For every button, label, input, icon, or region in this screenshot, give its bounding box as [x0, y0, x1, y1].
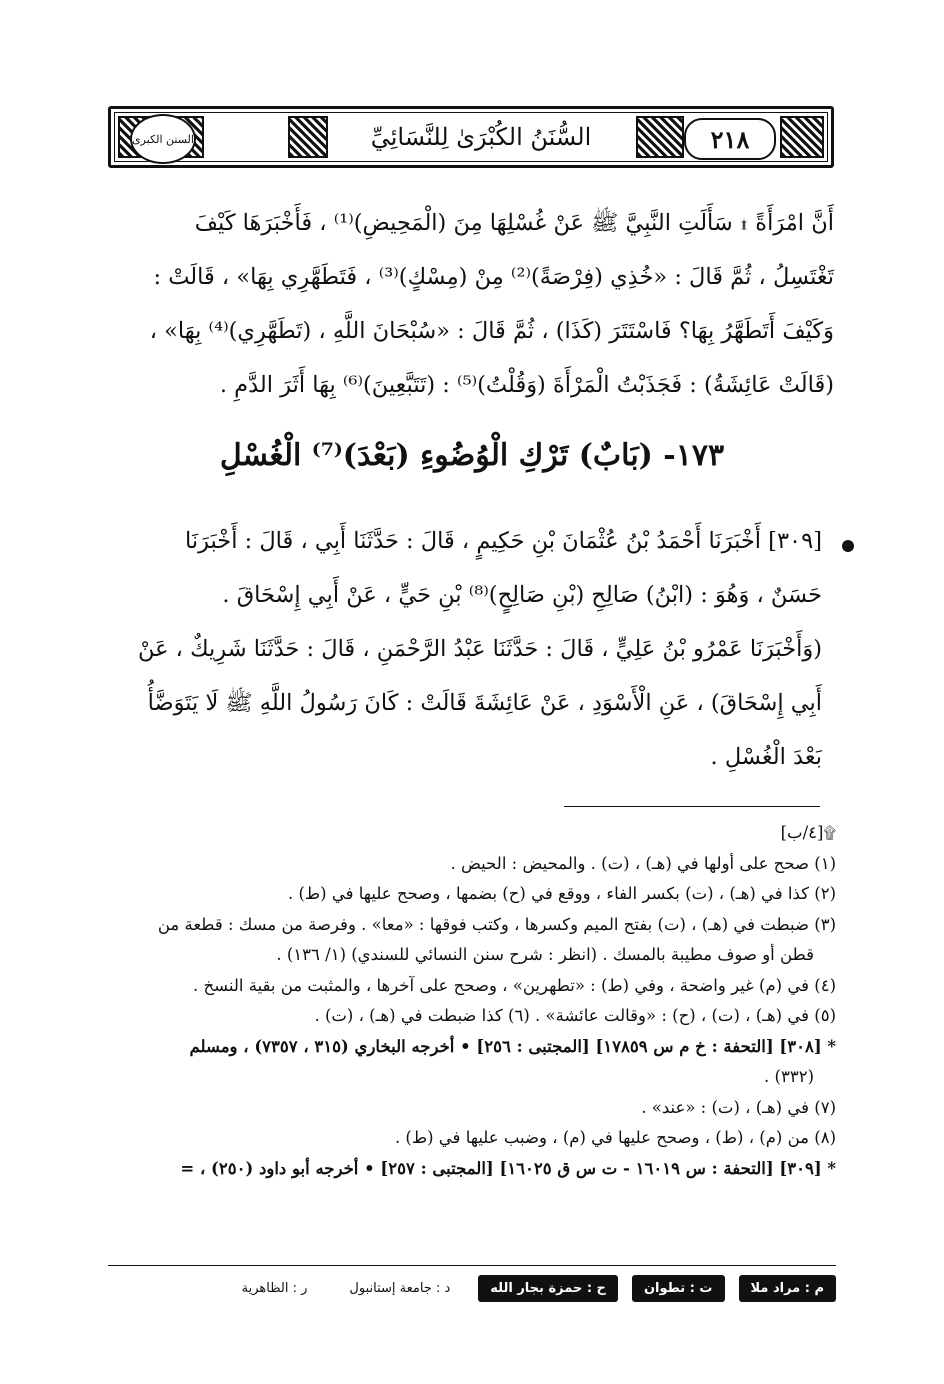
header-ornament-right-inner — [636, 116, 684, 158]
manuscript-badge: ح : حمزة بجار الله — [478, 1275, 618, 1302]
manuscript-key-footer — [108, 1270, 836, 1306]
text-line: [٣٠٩] أَخْبَرَنَا أَحْمَدُ بْنُ عُثْمَانَ بْنِ حَكِيمٍ ، قَالَ : حَدَّثَنَا أَبِي ، قَالَ : أَخْبَرَنَا — [184, 528, 822, 554]
text-line: بَعْدَ الْغُسْلِ . — [710, 744, 822, 770]
footer-separator — [108, 1265, 836, 1266]
footnote-line: ۩[٤/ب] — [780, 823, 836, 842]
paragraph-hadith-308 — [110, 196, 834, 412]
header-medallion: السنن الكبرى — [130, 114, 196, 164]
text-line: (وَأَخْبَرَنَا عَمْرُو بْنُ عَلِيٍّ ، قَالَ : حَدَّثَنَا عَبْدُ الرَّحْمَنِ ، قَالَ : حَدَّثَنَا شَرِيكٌ ، عَنْ — [137, 636, 822, 662]
footnote-takhrij: * [٣٠٨] [التحفة : خ م س ١٧٨٥٩] [المجتبى : ٢٥٦] • أخرجه البخاري (٣١٥ ، ٧٣٥٧) ، ومسلم — [189, 1036, 836, 1056]
text-line: حَسَنٌ ، وَهُوَ : (ابْنُ) صَالِحِ (بْنِ صَالِحٍ)⁽⁸⁾ بْنِ حَيٍّ ، عَنْ أَبِي إِسْحَاقَ . — [222, 582, 822, 608]
footnote-line: (٨) من (م) ، (ط) ، وصحح عليها في (م) ، وضبب عليها في (ط) . — [394, 1128, 836, 1147]
paragraph-hadith-309 — [110, 514, 822, 784]
manuscript-label: د : جامعة إستانبول — [349, 1280, 451, 1296]
footnote-line: (٧) في (هـ) ، (ت) : «عند» . — [641, 1097, 836, 1117]
bullet-marker — [842, 540, 854, 552]
chapter-heading: ١٧٣- (بَابٌ) تَرْكِ الْوُضُوءِ (بَعْدَ)⁽⁷⁾ الْغُسْلِ — [219, 438, 725, 473]
book-title: السُّنَنُ الكُبْرَىٰ لِلنَّسَائِيِّ — [338, 118, 624, 156]
footnote-line: (١) صحح على أولها في (هـ) ، (ت) . والمحيض : الحيض . — [450, 853, 836, 873]
footnote-line: (٣) ضبطت في (هـ) ، (ت) بفتح الميم وكسرها ، وكتب فوقها : «معا» . وفرصة من مسك : قطعة من — [157, 914, 836, 934]
footnote-takhrij: * [٣٠٩] [التحفة : س ١٦٠١٩ - ت س ق ١٦٠٢٥] [المجتبى : ٢٥٧] • أخرجه أبو داود (٢٥٠) ، = — [180, 1158, 836, 1178]
text-line: أَنَّ امْرَأَةً ۩ سَأَلَتِ النَّبِيَّ ﷺ عَنْ غُسْلِهَا مِنَ (الْمَحِيضِ)⁽¹⁾ ، فَأَخْبَرَهَا كَيْفَ — [194, 210, 834, 236]
footnote-separator — [564, 806, 820, 807]
page-number: ٢١٨ — [684, 118, 776, 160]
text-line: أَبِي إِسْحَاقَ) ، عَنِ الْأَسْوَدِ ، عَنْ عَائِشَةَ قَالَتْ : كَانَ رَسُولُ اللَّهِ ﷺ لَا يَتَوَضَّأُ — [147, 690, 822, 716]
footnote-line: (٤) في (م) غير واضحة ، وفي (ط) : «تطهرين» ، وصحح على آخرها ، والمثبت من بقية النسخ . — [193, 975, 836, 995]
header-ornament-right — [780, 116, 824, 158]
footnote-line: (٢) كذا في (هـ) ، (ت) بكسر الفاء ، ووقع في (ح) بضمها ، وصحح عليها في (ط) . — [287, 884, 836, 903]
manuscript-badge: ت : تطوان — [632, 1275, 725, 1302]
manuscript-label: ر : الظاهرية — [241, 1280, 308, 1296]
text-line: (قَالَتْ عَائِشَةُ) : فَجَذَبْتُ الْمَرْأَةَ (وَقُلْتُ)⁽⁵⁾ : (تَتَبَّعِينَ)⁽⁶⁾ بِهَا أَثَرَ الدَّمِ . — [219, 372, 834, 398]
footnote-line: (٥) في (هـ) ، (ت) ، (ح) : «وقالت عائشة» . (٦) كذا ضبطت في (هـ) ، (ت) . — [314, 1006, 836, 1025]
page-header — [108, 106, 834, 168]
footnote-line: (٣٣٢) . — [764, 1067, 814, 1086]
manuscript-badge: م : مراد ملا — [739, 1275, 837, 1302]
footnotes — [108, 818, 836, 1184]
footnote-line: قطن أو صوف مطيبة بالمسك . (انظر : شرح سنن النسائي للسندي) (١/ ١٣٦) . — [276, 945, 814, 964]
text-line: وَكَيْفَ أَتَطَهَّرُ بِهَا؟ فَاسْتَتَرَ (كَذَا) ، ثُمَّ قَالَ : «سُبْحَانَ اللَّهِ ، (تَطَهَّرِي)⁽⁴⁾ بِهَا» ، — [149, 318, 834, 344]
header-ornament-left-inner — [288, 116, 328, 158]
text-line: تَغْتَسِلُ ، ثُمَّ قَالَ : «خُذِي (فِرْصَةً)⁽²⁾ مِنْ (مِسْكٍ)⁽³⁾ ، فَتَطَهَّرِي بِهَا» ، قَالَتْ : — [153, 264, 834, 290]
